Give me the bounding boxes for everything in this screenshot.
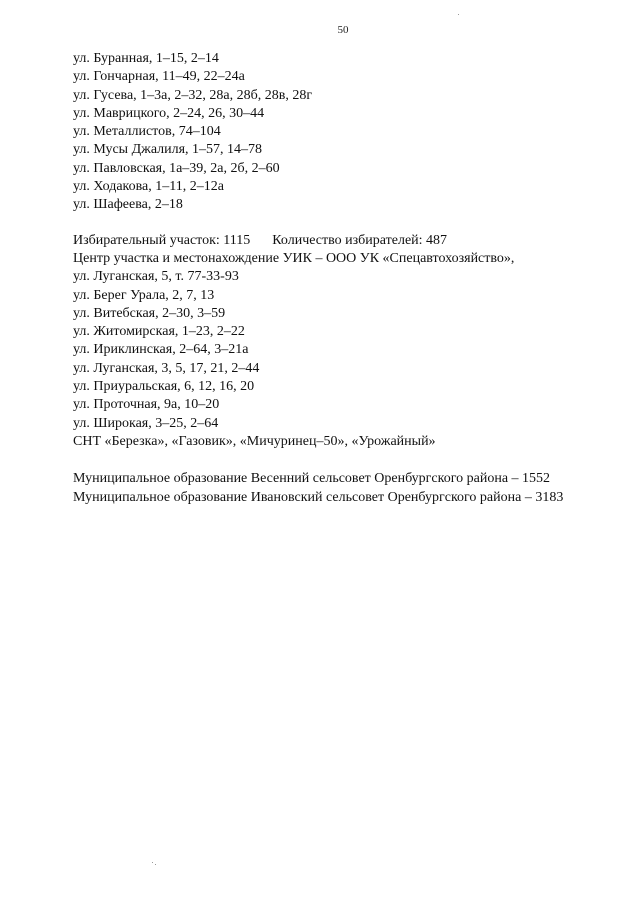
street-line: ул. Проточная, 9а, 10–20: [73, 397, 220, 413]
street-line: ул. Приуральская, 6, 12, 16, 20: [73, 379, 255, 395]
scan-speck: [458, 14, 459, 15]
street-line: ул. Шафеева, 2–18: [73, 197, 183, 213]
street-line: СНТ «Березка», «Газовик», «Мичуринец–50», «Урожайный»: [73, 433, 436, 449]
precinct-header: [73, 232, 623, 250]
street-line: ул. Широкая, 3–25, 2–64: [73, 415, 219, 431]
document-body: [73, 50, 623, 507]
precinct-center: Центр участка и местонахождение УИК – ООО УК «Спецавтохозяйство»,: [73, 250, 515, 266]
street-line: ул. Ириклинская, 2–64, 3–21а: [73, 342, 249, 358]
street-line: ул. Гусева, 1–3а, 2–32, 28а, 28б, 28в, 28г: [73, 87, 313, 103]
street-line: ул. Житомирская, 1–23, 2–22: [73, 324, 245, 340]
spacer: [73, 451, 623, 470]
precinct-block: [73, 232, 623, 452]
scan-speck: [155, 864, 156, 865]
municipality-line: Муниципальное образование Весенний сельсовет Оренбургского района – 1552: [73, 471, 551, 487]
street-line: ул. Витебская, 2–30, 3–59: [73, 305, 226, 321]
street-line: ул. Мусы Джалиля, 1–57, 14–78: [73, 142, 263, 158]
municipality-list: [73, 470, 623, 507]
street-line: ул. Павловская, 1а–39, 2а, 2б, 2–60: [73, 160, 280, 176]
street-line: ул. Маврицкого, 2–24, 26, 30–44: [73, 105, 265, 121]
street-line: ул. Ходакова, 1–11, 2–12а: [73, 179, 224, 195]
voter-count: Количество избирателей: 487: [272, 232, 448, 248]
street-line: ул. Луганская, 3, 5, 17, 21, 2–44: [73, 360, 260, 376]
precinct-number: Избирательный участок: 1115: [73, 232, 251, 248]
street-line: ул. Гончарная, 11–49, 22–24а: [73, 69, 245, 85]
street-line: ул. Металлистов, 74–104: [73, 124, 221, 140]
scan-speck: [152, 862, 153, 863]
street-list-top: [73, 50, 623, 215]
street-line: ул. Берег Урала, 2, 7, 13: [73, 287, 215, 303]
precinct-address: ул. Луганская, 5, т. 77-33-93: [73, 269, 239, 285]
page-number: 50: [337, 24, 349, 36]
municipality-line: Муниципальное образование Ивановский сельсовет Оренбургского района – 3183: [73, 489, 564, 505]
spacer: [73, 215, 623, 232]
street-line: ул. Буранная, 1–15, 2–14: [73, 51, 219, 66]
